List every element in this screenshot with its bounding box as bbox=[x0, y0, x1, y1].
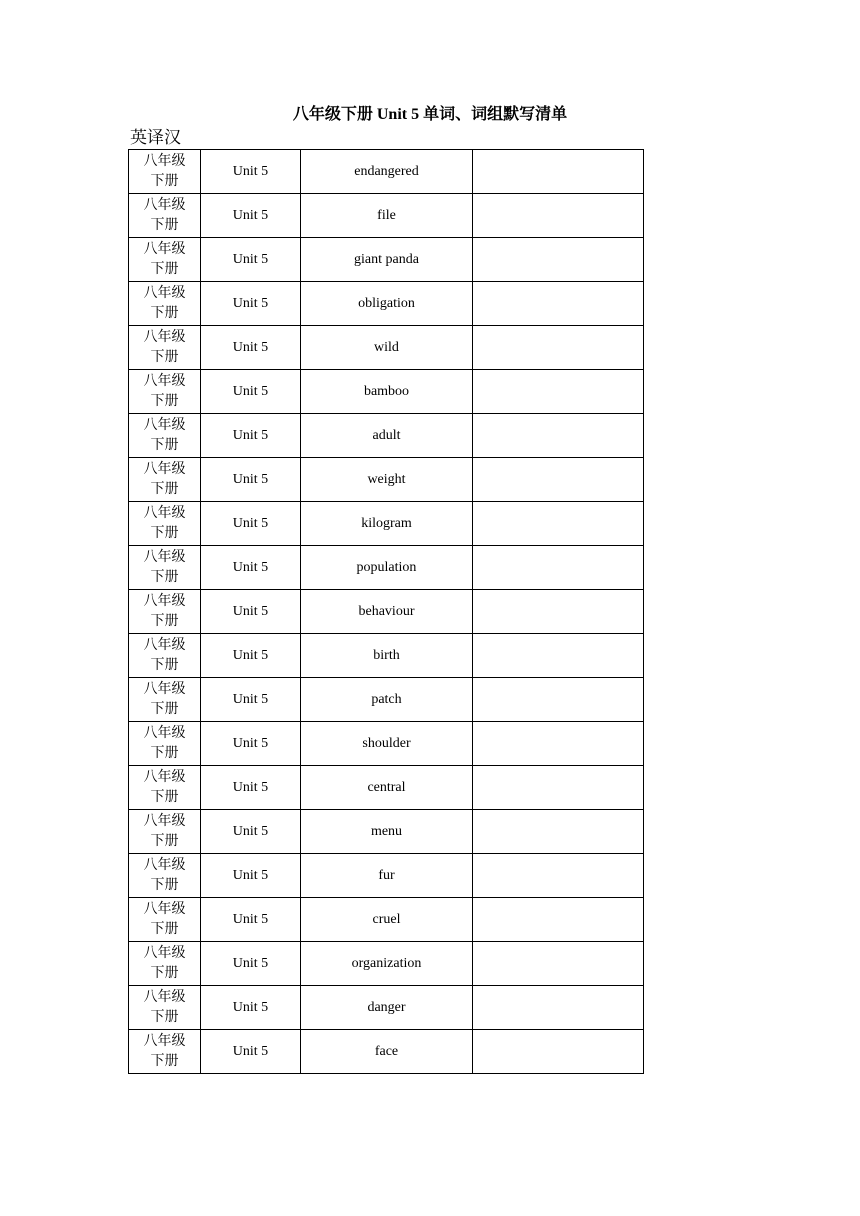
table-row bbox=[129, 414, 644, 458]
english-word-cell: central bbox=[301, 766, 473, 810]
answer-blank-cell[interactable] bbox=[473, 810, 644, 854]
english-word-cell: adult bbox=[301, 414, 473, 458]
grade-cell bbox=[129, 942, 201, 986]
grade-text-top: 八年级 bbox=[143, 725, 186, 741]
grade-cell bbox=[129, 150, 201, 194]
answer-blank-cell[interactable] bbox=[473, 282, 644, 326]
answer-blank-cell[interactable] bbox=[473, 678, 644, 722]
section-label: 英译汉 bbox=[130, 128, 181, 147]
page-title: 八年级下册 Unit 5 单词、词组默写清单 bbox=[292, 106, 568, 123]
english-word-cell: bamboo bbox=[301, 370, 473, 414]
grade-cell bbox=[129, 546, 201, 590]
table-row bbox=[129, 722, 644, 766]
grade-text-top: 八年级 bbox=[143, 197, 186, 213]
grade-cell bbox=[129, 634, 201, 678]
table-row bbox=[129, 150, 644, 194]
table-row bbox=[129, 458, 644, 502]
grade-text-top: 八年级 bbox=[143, 857, 186, 873]
english-word-cell: cruel bbox=[301, 898, 473, 942]
grade-text-bottom: 下册 bbox=[150, 217, 179, 233]
grade-cell bbox=[129, 854, 201, 898]
table-row bbox=[129, 546, 644, 590]
grade-text-top: 八年级 bbox=[143, 901, 186, 917]
grade-text-bottom: 下册 bbox=[150, 349, 179, 365]
unit-cell: Unit 5 bbox=[201, 590, 301, 634]
grade-text-bottom: 下册 bbox=[150, 1009, 179, 1025]
unit-cell: Unit 5 bbox=[201, 634, 301, 678]
grade-text-bottom: 下册 bbox=[150, 1053, 179, 1069]
table-row bbox=[129, 282, 644, 326]
grade-cell bbox=[129, 590, 201, 634]
answer-blank-cell[interactable] bbox=[473, 370, 644, 414]
grade-cell bbox=[129, 458, 201, 502]
grade-cell bbox=[129, 502, 201, 546]
table-row bbox=[129, 238, 644, 282]
english-word-cell: obligation bbox=[301, 282, 473, 326]
english-word-cell: birth bbox=[301, 634, 473, 678]
grade-text-bottom: 下册 bbox=[150, 877, 179, 893]
grade-text-top: 八年级 bbox=[143, 593, 186, 609]
answer-blank-cell[interactable] bbox=[473, 722, 644, 766]
grade-text-top: 八年级 bbox=[143, 681, 186, 697]
unit-cell: Unit 5 bbox=[201, 238, 301, 282]
table-row bbox=[129, 986, 644, 1030]
english-word-cell: danger bbox=[301, 986, 473, 1030]
unit-cell: Unit 5 bbox=[201, 370, 301, 414]
unit-cell: Unit 5 bbox=[201, 150, 301, 194]
grade-text-top: 八年级 bbox=[143, 461, 186, 477]
grade-cell bbox=[129, 722, 201, 766]
table-row bbox=[129, 194, 644, 238]
vocab-table-body bbox=[129, 150, 644, 1074]
english-word-cell: weight bbox=[301, 458, 473, 502]
table-row bbox=[129, 326, 644, 370]
answer-blank-cell[interactable] bbox=[473, 546, 644, 590]
grade-text-top: 八年级 bbox=[143, 285, 186, 301]
grade-text-bottom: 下册 bbox=[150, 525, 179, 541]
table-row bbox=[129, 1030, 644, 1074]
unit-cell: Unit 5 bbox=[201, 282, 301, 326]
grade-cell bbox=[129, 194, 201, 238]
answer-blank-cell[interactable] bbox=[473, 854, 644, 898]
grade-text-top: 八年级 bbox=[143, 989, 186, 1005]
answer-blank-cell[interactable] bbox=[473, 194, 644, 238]
unit-cell: Unit 5 bbox=[201, 722, 301, 766]
answer-blank-cell[interactable] bbox=[473, 986, 644, 1030]
table-row bbox=[129, 942, 644, 986]
unit-cell: Unit 5 bbox=[201, 326, 301, 370]
answer-blank-cell[interactable] bbox=[473, 458, 644, 502]
grade-cell bbox=[129, 898, 201, 942]
unit-cell: Unit 5 bbox=[201, 458, 301, 502]
english-word-cell: population bbox=[301, 546, 473, 590]
answer-blank-cell[interactable] bbox=[473, 502, 644, 546]
grade-text-top: 八年级 bbox=[143, 1033, 186, 1049]
english-word-cell: behaviour bbox=[301, 590, 473, 634]
grade-text-bottom: 下册 bbox=[150, 481, 179, 497]
grade-text-bottom: 下册 bbox=[150, 569, 179, 585]
unit-cell: Unit 5 bbox=[201, 546, 301, 590]
table-row bbox=[129, 898, 644, 942]
grade-text-bottom: 下册 bbox=[150, 305, 179, 321]
answer-blank-cell[interactable] bbox=[473, 942, 644, 986]
vocab-table bbox=[128, 149, 644, 1074]
unit-cell: Unit 5 bbox=[201, 194, 301, 238]
english-word-cell: face bbox=[301, 1030, 473, 1074]
answer-blank-cell[interactable] bbox=[473, 634, 644, 678]
unit-cell: Unit 5 bbox=[201, 414, 301, 458]
unit-cell: Unit 5 bbox=[201, 898, 301, 942]
table-row bbox=[129, 810, 644, 854]
table-row bbox=[129, 590, 644, 634]
table-row bbox=[129, 766, 644, 810]
answer-blank-cell[interactable] bbox=[473, 1030, 644, 1074]
english-word-cell: giant panda bbox=[301, 238, 473, 282]
grade-cell bbox=[129, 766, 201, 810]
grade-text-top: 八年级 bbox=[143, 241, 186, 257]
unit-cell: Unit 5 bbox=[201, 766, 301, 810]
grade-text-bottom: 下册 bbox=[150, 921, 179, 937]
grade-cell bbox=[129, 810, 201, 854]
grade-text-top: 八年级 bbox=[143, 505, 186, 521]
grade-text-bottom: 下册 bbox=[150, 965, 179, 981]
grade-cell bbox=[129, 282, 201, 326]
grade-cell bbox=[129, 326, 201, 370]
answer-blank-cell[interactable] bbox=[473, 414, 644, 458]
grade-text-top: 八年级 bbox=[143, 769, 186, 785]
unit-cell: Unit 5 bbox=[201, 942, 301, 986]
answer-blank-cell[interactable] bbox=[473, 326, 644, 370]
unit-cell: Unit 5 bbox=[201, 986, 301, 1030]
english-word-cell: organization bbox=[301, 942, 473, 986]
english-word-cell: patch bbox=[301, 678, 473, 722]
grade-text-top: 八年级 bbox=[143, 945, 186, 961]
english-word-cell: wild bbox=[301, 326, 473, 370]
grade-cell bbox=[129, 678, 201, 722]
unit-cell: Unit 5 bbox=[201, 810, 301, 854]
answer-blank-cell[interactable] bbox=[473, 898, 644, 942]
grade-cell bbox=[129, 1030, 201, 1074]
table-row bbox=[129, 502, 644, 546]
table-row bbox=[129, 634, 644, 678]
answer-blank-cell[interactable] bbox=[473, 150, 644, 194]
english-word-cell: endangered bbox=[301, 150, 473, 194]
grade-text-bottom: 下册 bbox=[150, 833, 179, 849]
grade-cell bbox=[129, 414, 201, 458]
grade-text-bottom: 下册 bbox=[150, 657, 179, 673]
grade-text-bottom: 下册 bbox=[150, 745, 179, 761]
answer-blank-cell[interactable] bbox=[473, 590, 644, 634]
grade-text-top: 八年级 bbox=[143, 637, 186, 653]
grade-text-bottom: 下册 bbox=[150, 173, 179, 189]
grade-text-bottom: 下册 bbox=[150, 789, 179, 805]
grade-text-bottom: 下册 bbox=[150, 701, 179, 717]
answer-blank-cell[interactable] bbox=[473, 766, 644, 810]
unit-cell: Unit 5 bbox=[201, 1030, 301, 1074]
grade-cell bbox=[129, 986, 201, 1030]
grade-text-top: 八年级 bbox=[143, 153, 186, 169]
grade-text-top: 八年级 bbox=[143, 549, 186, 565]
grade-text-top: 八年级 bbox=[143, 417, 186, 433]
grade-text-top: 八年级 bbox=[143, 373, 186, 389]
table-row bbox=[129, 370, 644, 414]
english-word-cell: fur bbox=[301, 854, 473, 898]
grade-text-top: 八年级 bbox=[143, 813, 186, 829]
grade-text-bottom: 下册 bbox=[150, 261, 179, 277]
grade-cell bbox=[129, 370, 201, 414]
table-row bbox=[129, 854, 644, 898]
unit-cell: Unit 5 bbox=[201, 854, 301, 898]
english-word-cell: kilogram bbox=[301, 502, 473, 546]
unit-cell: Unit 5 bbox=[201, 502, 301, 546]
english-word-cell: menu bbox=[301, 810, 473, 854]
english-word-cell: shoulder bbox=[301, 722, 473, 766]
grade-cell bbox=[129, 238, 201, 282]
grade-text-top: 八年级 bbox=[143, 329, 186, 345]
grade-text-bottom: 下册 bbox=[150, 437, 179, 453]
unit-cell: Unit 5 bbox=[201, 678, 301, 722]
english-word-cell: file bbox=[301, 194, 473, 238]
answer-blank-cell[interactable] bbox=[473, 238, 644, 282]
table-row bbox=[129, 678, 644, 722]
grade-text-bottom: 下册 bbox=[150, 393, 179, 409]
grade-text-bottom: 下册 bbox=[150, 613, 179, 629]
